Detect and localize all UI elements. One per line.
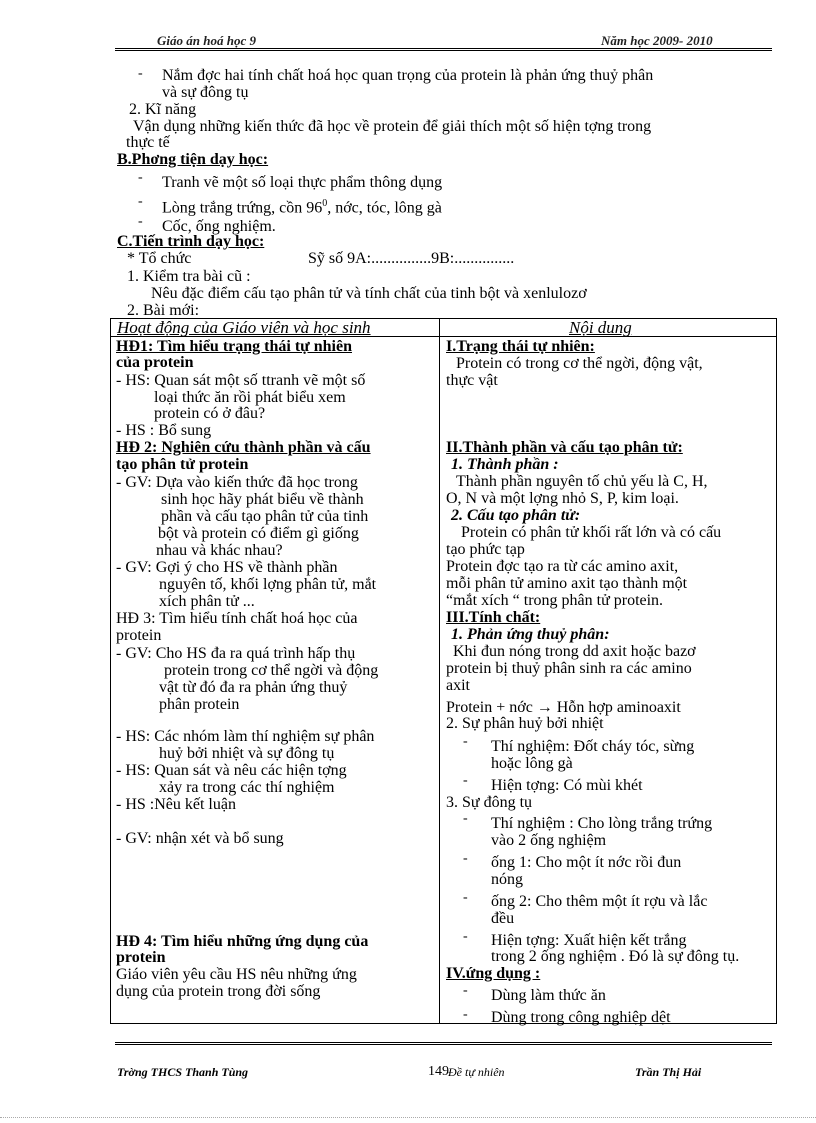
left-line: - GV: Cho HS đa ra quá trình hấp thụ xyxy=(116,645,356,662)
bullet-dash: - xyxy=(138,170,143,185)
right-line: Protein đợc tạo ra từ các amino axit, xyxy=(446,558,679,575)
left-line: - HS: Quan sát một số ttranh vẽ một số xyxy=(116,372,366,389)
bullet-dash: - xyxy=(138,214,143,229)
section-c-title: C.Tiến trình dạy học: xyxy=(117,233,265,250)
right-line: - xyxy=(463,734,468,749)
right-line: “mắt xích “ trong phân tử protein. xyxy=(446,592,664,609)
left-line: tạo phân tử protein xyxy=(116,456,249,473)
right-line: Thí nghiệm : Cho lòng trắng trứng xyxy=(491,815,713,832)
right-line: axit xyxy=(446,677,470,694)
degree-superscript: 0 xyxy=(322,198,328,209)
right-line: trong 2 ống nghiệm . Đó là sự đông tụ. xyxy=(491,948,740,965)
right-line: hoặc lông gà xyxy=(491,755,573,772)
section-b-item-2-text: Lòng trắng trứng, cồn 96 xyxy=(162,199,323,217)
section-b-title: B.Phơng tiện dạy học: xyxy=(117,151,269,168)
left-line: dụng của protein trong đời sống xyxy=(116,983,321,1000)
left-line-part: HĐ 3: Tìm hiểu tính chất hoá học của xyxy=(116,610,358,627)
right-line: Khi đun nóng trong dd axit hoặc bazơ xyxy=(453,643,696,660)
footer-center-note: Đề tự nhiên xyxy=(448,1065,505,1079)
section-b-item-2 xyxy=(162,195,442,216)
left-line: protein xyxy=(116,949,166,966)
left-line: - GV: Dựa vào kiến thức đã học trong xyxy=(116,474,358,491)
new-lesson-title: 2. Bài mới: xyxy=(127,302,200,319)
left-line: xảy ra trong các thí nghiệm xyxy=(159,779,335,796)
col1-header: Hoạt động của Giáo viên và học sinh xyxy=(117,318,371,337)
page-edge-dots xyxy=(0,1117,816,1118)
left-line xyxy=(116,610,357,627)
bullet-dash: - xyxy=(138,66,143,81)
roll-label: * Tổ chức xyxy=(127,250,192,267)
right-line: - xyxy=(463,983,468,998)
right-line: Protein có trong cơ thể ngời, động vật, xyxy=(456,355,703,372)
bullet-dash: - xyxy=(138,194,143,209)
right-line: 1. Thành phần : xyxy=(451,456,559,473)
left-line: - GV: nhận xét và bổ sung xyxy=(116,830,284,847)
left-line: - HS: Các nhóm làm thí nghiệm sự phân xyxy=(116,728,375,745)
right-line: nóng xyxy=(491,871,523,888)
left-line: - GV: Gợi ý cho HS về thành phần xyxy=(116,559,338,576)
left-line: loại thức ăn rồi phát biểu xem xyxy=(154,389,346,406)
left-line: phần và cấu tạo phân tử của tinh xyxy=(161,508,369,525)
footer-right: Trần Thị Hải xyxy=(635,1065,702,1079)
lesson-table xyxy=(110,318,777,1024)
left-line: phân protein xyxy=(159,696,240,713)
left-line: nhau và khác nhau? xyxy=(156,542,283,559)
footer-left: Trờng THCS Thanh Tùng xyxy=(117,1065,249,1079)
footer-page-number: 149 xyxy=(428,1064,449,1079)
right-line: 1. Phản ứng thuỷ phân: xyxy=(451,626,610,643)
left-line xyxy=(116,439,371,456)
left-line: - HS: Quan sát và nêu các hiện tợng xyxy=(116,762,347,779)
header-rule xyxy=(115,48,772,53)
right-line: O, N và một lợng nhỏ S, P, kim loại. xyxy=(446,490,679,507)
left-line: - HS :Nêu kết luận xyxy=(116,796,236,813)
right-line: Dùng trong công nghiệp dệt xyxy=(491,1009,671,1026)
col2-header: Nội dung xyxy=(569,318,632,337)
skills-title: 2. Kĩ năng xyxy=(129,101,197,118)
right-line: ống 2: Cho thêm một ít rợu và lắc xyxy=(491,893,708,910)
right-line: II.Thành phần và cấu tạo phân tử: xyxy=(446,439,683,456)
left-line: nguyên tố, khối lợng phân tử, mắt xyxy=(159,576,377,593)
right-line: Thí nghiệm: Đốt cháy tóc, sừng xyxy=(491,738,695,755)
right-line: thực vật xyxy=(446,372,498,389)
right-line: Dùng làm thức ăn xyxy=(491,987,606,1004)
skills-text-2: thực tế xyxy=(126,134,170,151)
left-line: sinh học hãy phát biểu về thành xyxy=(161,491,364,508)
right-line: Protein có phân tử khối rất lớn và có cấu xyxy=(461,524,722,541)
intro-line-1: Nắm đợc hai tính chất hoá học quan trọng của protein là phản ứng thuỷ phân xyxy=(162,67,654,84)
right-line: 3. Sự đông tụ xyxy=(446,794,533,811)
right-line: - xyxy=(463,811,468,826)
right-line: III.Tính chất: xyxy=(446,609,541,626)
left-line: - HS : Bổ sung xyxy=(116,422,212,439)
left-line: protein xyxy=(116,627,162,644)
left-line: HĐ1: Tìm hiểu trạng thái tự nhiên xyxy=(116,338,352,355)
right-line: - xyxy=(463,851,468,866)
left-line-part: HĐ 2: Nghiên cứu thành phần và cấu xyxy=(116,439,371,456)
left-line: Giáo viên yêu cầu HS nêu những ứng xyxy=(116,966,357,983)
right-line: 2. Sự phân huỷ bởi nhiệt xyxy=(446,715,604,732)
section-b-item-2-rest: , nớc, tóc, lông gà xyxy=(327,199,442,217)
left-line: vật từ đó đa ra phản ứng thuỷ xyxy=(159,679,348,696)
right-line: đều xyxy=(491,910,515,927)
right-line: tạo phức tạp xyxy=(446,541,525,558)
left-line: xích phân tử ... xyxy=(159,593,255,610)
right-line: - xyxy=(463,929,468,944)
check-title: 1. Kiểm tra bài cũ : xyxy=(127,268,251,285)
left-line: bột và protein có điểm gì giống xyxy=(158,525,359,542)
right-line: protein bị thuỷ phân sinh ra các amino xyxy=(446,660,692,677)
right-line: - xyxy=(463,1007,468,1022)
left-line: huỷ bởi nhiệt và sự đông tụ xyxy=(159,745,335,762)
skills-text-1: Vận dụng những kiến thức đã học về protein để giải thích một số hiện tợng trong xyxy=(133,118,652,135)
right-line: mỗi phân tử amino axit tạo thành một xyxy=(446,575,688,592)
right-line: 2. Cấu tạo phân tử: xyxy=(451,507,581,524)
left-line: HĐ 4: Tìm hiểu những ứng dụng của xyxy=(116,933,369,950)
right-line: Protein + nớc → Hỗn hợp aminoaxit xyxy=(446,699,681,716)
footer-rule xyxy=(115,1042,772,1047)
column-divider xyxy=(439,319,440,1023)
right-line: I.Trạng thái tự nhiên: xyxy=(446,338,595,355)
right-line: - xyxy=(463,773,468,788)
header-right: Năm học 2009- 2010 xyxy=(601,33,713,48)
section-b-item-1: Tranh vẽ một số loại thực phẩm thông dụng xyxy=(162,174,443,191)
right-line: IV.ứng dụng : xyxy=(446,965,541,982)
roll-value: Sỹ số 9A:...............9B:............... xyxy=(308,250,515,267)
right-line: Hiện tợng: Xuất hiện kết trắng xyxy=(491,932,687,949)
check-question: Nêu đặc điểm cấu tạo phân tử và tính chất của tinh bột và xenlulozơ xyxy=(151,285,587,302)
right-line: vào 2 ống nghiệm xyxy=(491,832,607,849)
header-left: Giáo án hoá học 9 xyxy=(157,33,256,48)
left-line: protein trong cơ thể ngời và động xyxy=(164,662,379,679)
right-line: - xyxy=(463,890,468,905)
intro-line-1b: và sự đông tụ xyxy=(162,84,249,101)
right-line: ống 1: Cho một ít nớc rồi đun xyxy=(491,854,682,871)
left-line: của protein xyxy=(116,354,194,371)
section-b-item-3: Cốc, ống nghiệm. xyxy=(162,218,276,235)
right-line: Hiện tợng: Có mùi khét xyxy=(491,777,643,794)
left-line: protein có ở đâu? xyxy=(154,405,266,422)
right-line: Thành phần nguyên tố chủ yếu là C, H, xyxy=(456,473,708,490)
